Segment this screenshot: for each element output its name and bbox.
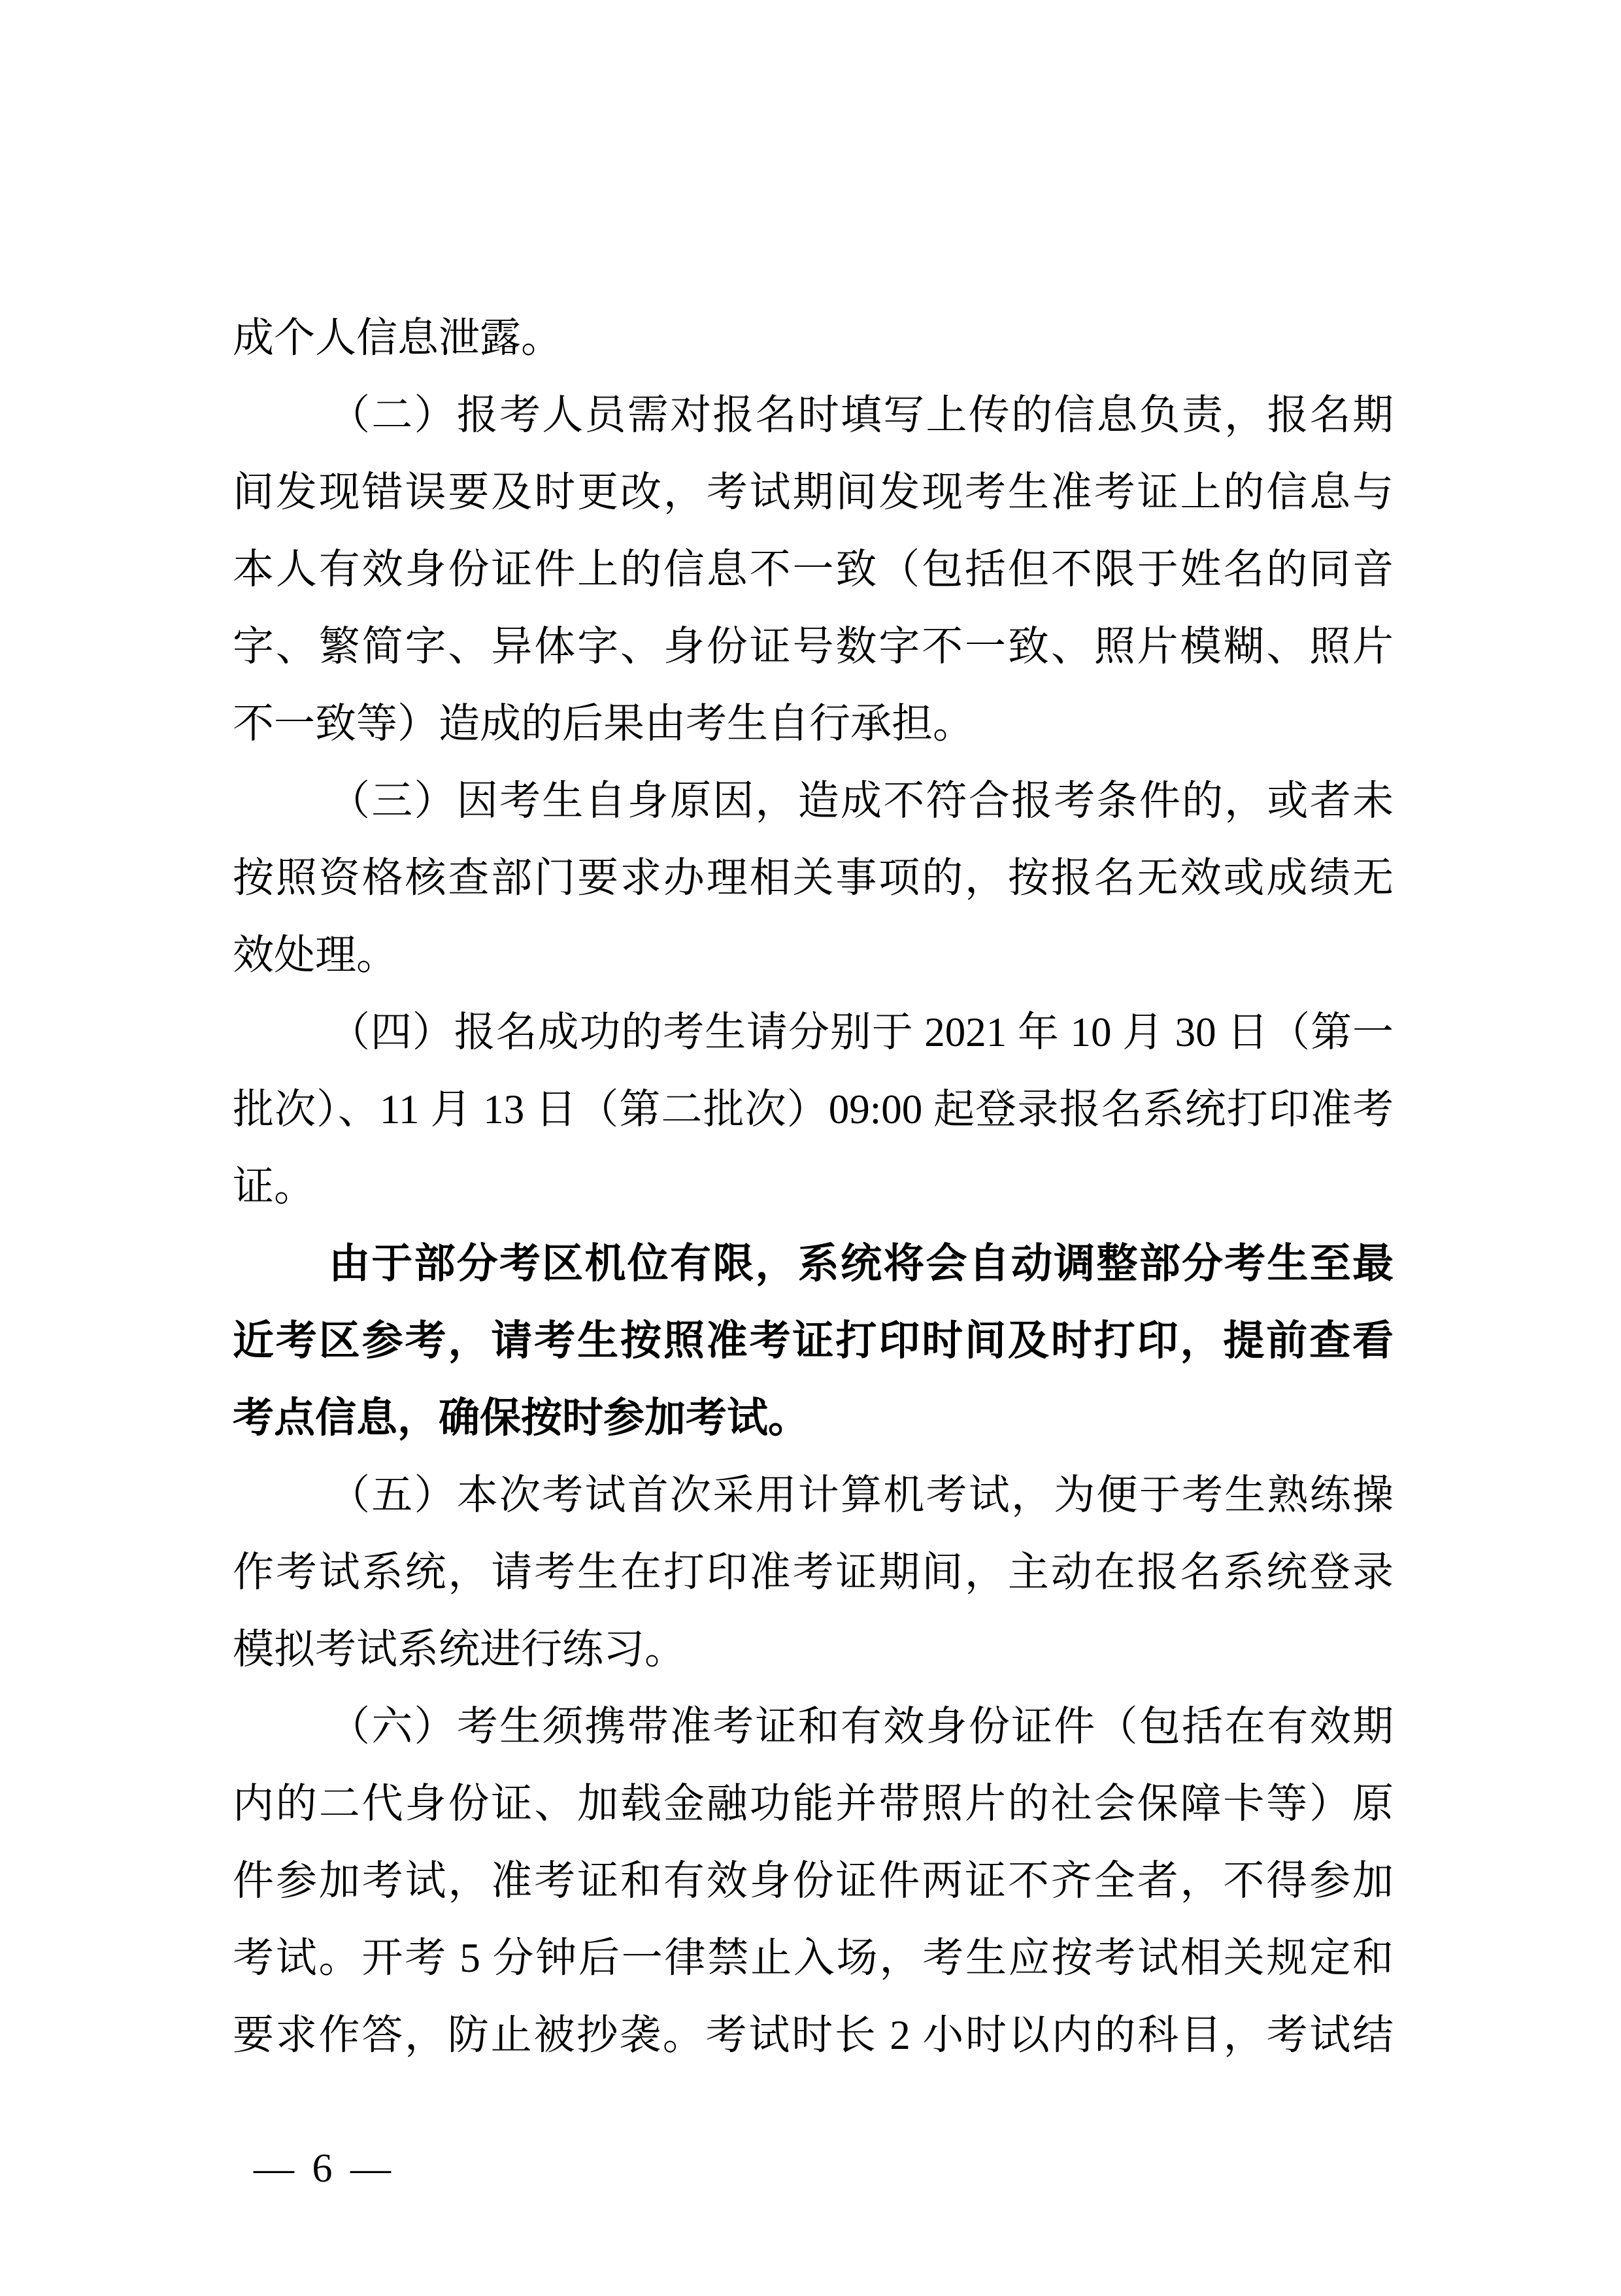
- text-line: 作考试系统，请考生在打印准考证期间，主动在报名系统登录: [233, 1549, 1394, 1595]
- text-line: 间发现错误要及时更改，考试期间发现考生准考证上的信息与: [233, 469, 1394, 515]
- text-line: 不一致等）造成的后果由考生自行承担。: [233, 701, 974, 747]
- text-line: （六）考生须携带准考证和有效身份证件（包括在有效期: [329, 1704, 1394, 1749]
- text-line: 要求作答，防止被抄袭。考试时长 2 小时以内的科目，考试结: [233, 2012, 1394, 2058]
- document-body: [233, 299, 1394, 2074]
- text-line: 字、繁简字、异体字、身份证号数字不一致、照片模糊、照片: [233, 624, 1394, 669]
- page-footer: [254, 2130, 395, 2207]
- page-number: — 6 —: [254, 2146, 395, 2191]
- text-line: 模拟考试系统进行练习。: [233, 1627, 686, 1672]
- text-line: 考点信息，确保按时参加考试。: [233, 1395, 809, 1441]
- text-line: 内的二代身份证、加载金融功能并带照片的社会保障卡等）原: [233, 1781, 1394, 1827]
- text-line: 按照资格核查部门要求办理相关事项的，按报名无效或成绩无: [233, 855, 1394, 901]
- text-line: 由于部分考区机位有限，系统将会自动调整部分考生至最: [329, 1241, 1394, 1287]
- text-line: 近考区参考，请考生按照准考证打印时间及时打印，提前查看: [233, 1318, 1394, 1364]
- text-line: 考试。开考 5 分钟后一律禁止入场，考生应按考试相关规定和: [233, 1935, 1394, 1981]
- text-line: （五）本次考试首次采用计算机考试，为便于考生熟练操: [329, 1472, 1394, 1518]
- text-line: 成个人信息泄露。: [233, 315, 562, 361]
- text-line: （四）报名成功的考生请分别于 2021 年 10 月 30 日（第一: [329, 1009, 1394, 1055]
- text-line: 件参加考试，准考证和有效身份证件两证不齐全者，不得参加: [233, 1858, 1394, 1904]
- text-line: 证。: [233, 1164, 315, 1209]
- text-line: 本人有效身份证件上的信息不一致（包括但不限于姓名的同音: [233, 547, 1394, 592]
- text-line: （三）因考生自身原因，造成不符合报考条件的，或者未: [329, 778, 1394, 824]
- text-line: （二）报考人员需对报名时填写上传的信息负责，报名期: [329, 392, 1394, 438]
- text-line: 效处理。: [233, 932, 397, 978]
- text-line: 批次）、11 月 13 日（第二批次）09:00 起登录报名系统打印准考: [233, 1087, 1394, 1132]
